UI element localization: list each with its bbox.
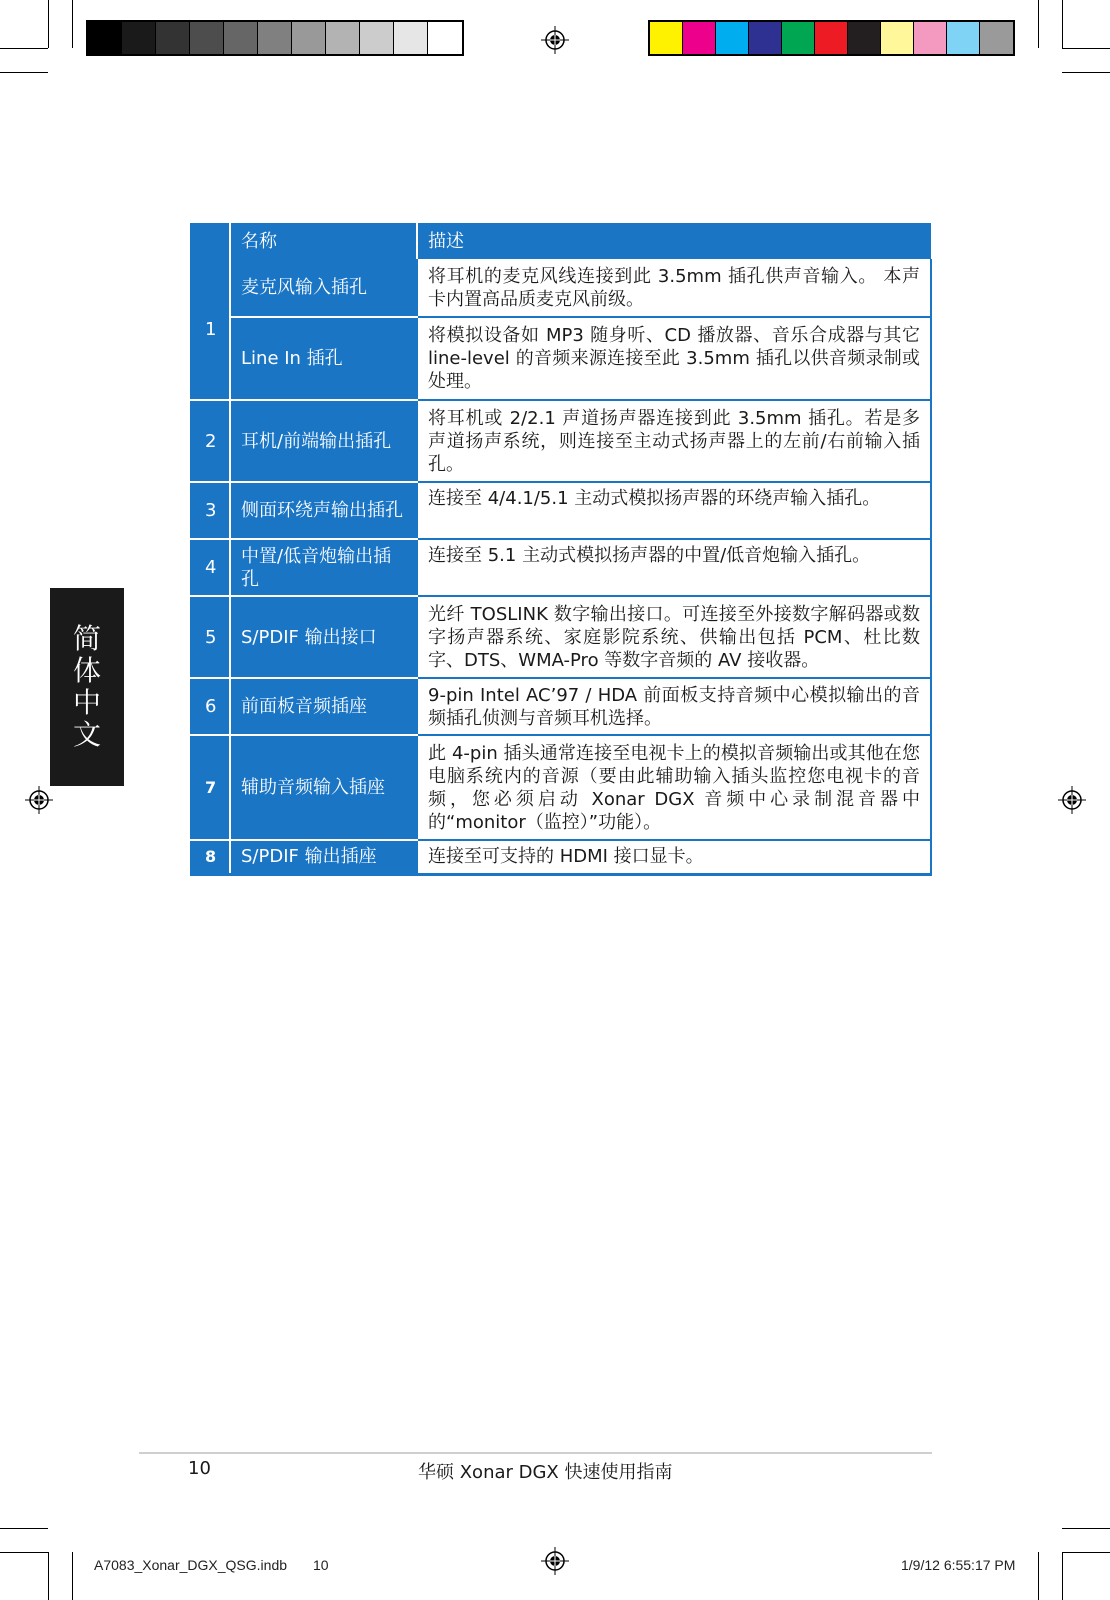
table-row <box>190 317 931 400</box>
header-desc: 描述 <box>417 223 931 259</box>
footer-title: 华硕 Xonar DGX 快速使用指南 <box>418 1462 673 1483</box>
color-swatch <box>947 22 980 54</box>
row-number: 4 <box>190 539 230 596</box>
crop-mark <box>72 0 73 48</box>
row-desc: 9-pin Intel AC’97 / HDA 前面板支持音频中心模拟输出的音频插孔侦测与音频耳机选择。 <box>417 678 931 735</box>
gray-swatch <box>156 22 190 54</box>
gray-swatch <box>394 22 428 54</box>
row-number: 7 <box>190 735 230 840</box>
color-swatch <box>650 22 683 54</box>
table-row <box>190 735 931 840</box>
gray-swatch <box>258 22 292 54</box>
table-header-row <box>190 223 931 259</box>
footer-divider <box>139 1452 932 1454</box>
gray-swatch <box>190 22 224 54</box>
row-name: S/PDIF 输出接口 <box>230 596 417 678</box>
registration-mark-icon <box>541 1547 569 1575</box>
crop-mark <box>0 48 48 49</box>
side-tab-char: 中 <box>72 686 101 719</box>
registration-mark-icon <box>541 26 569 54</box>
color-swatch <box>683 22 716 54</box>
crop-mark <box>0 72 48 73</box>
crop-mark <box>48 0 49 48</box>
row-desc: 将耳机的麦克风线连接到此 3.5mm 插孔供声音输入。 本声卡内置高品质麦克风前级。 <box>417 259 931 317</box>
color-swatch <box>749 22 782 54</box>
row-number: 2 <box>190 400 230 482</box>
jack-spec-table <box>190 223 932 876</box>
slug-page: 10 <box>313 1557 329 1573</box>
slug-filename: A7083_Xonar_DGX_QSG.indb <box>94 1557 288 1573</box>
table-row <box>190 482 931 539</box>
row-name: S/PDIF 输出插座 <box>230 840 417 874</box>
row-name: 前面板音频插座 <box>230 678 417 735</box>
registration-mark-icon <box>1058 786 1086 814</box>
row-number: 6 <box>190 678 230 735</box>
registration-mark-icon <box>25 786 53 814</box>
gray-swatch <box>122 22 156 54</box>
table-row <box>190 539 931 596</box>
crop-mark <box>0 1552 48 1553</box>
slug-datetime: 1/9/12 6:55:17 PM <box>901 1557 1016 1573</box>
row-desc: 光纤 TOSLINK 数字输出接口。可连接至外接数字解码器或数字扬声器系统、家庭影院系统、供输出包括 PCM、杜比数字、DTS、WMA-Pro 等数字音频的 AV 接收器。 <box>417 596 931 678</box>
header-name: 名称 <box>230 223 417 259</box>
row-number: 1 <box>190 259 230 400</box>
color-swatch <box>815 22 848 54</box>
crop-mark <box>1038 1552 1039 1600</box>
gray-swatch <box>88 22 122 54</box>
row-name: 中置/低音炮输出插孔 <box>230 539 417 596</box>
crop-mark <box>1062 0 1063 48</box>
language-side-tab <box>50 588 124 786</box>
color-swatch <box>881 22 914 54</box>
row-name: 耳机/前端输出插孔 <box>230 400 417 482</box>
row-desc: 此 4-pin 插头通常连接至电视卡上的模拟音频输出或其他在您电脑系统内的音源（要由此辅助输入插头监控您电视卡的音频，您必须启动 Xonar DGX 音频中心录制混音器中的“monitor（监控）”功能）。 <box>417 735 931 840</box>
color-swatch <box>848 22 881 54</box>
color-swatch <box>914 22 947 54</box>
crop-mark <box>48 1552 49 1600</box>
crop-mark <box>1062 1552 1063 1600</box>
row-desc: 连接至 5.1 主动式模拟扬声器的中置/低音炮输入插孔。 <box>417 539 931 596</box>
row-desc: 连接至可支持的 HDMI 接口显卡。 <box>417 840 931 874</box>
crop-mark <box>1038 0 1039 48</box>
crop-mark <box>1062 48 1110 49</box>
side-tab-char: 简 <box>72 622 101 655</box>
row-desc: 连接至 4/4.1/5.1 主动式模拟扬声器的环绕声输入插孔。 <box>417 482 931 539</box>
row-number: 5 <box>190 596 230 678</box>
gray-swatch <box>224 22 258 54</box>
crop-mark <box>1062 72 1110 73</box>
row-name: 麦克风输入插孔 <box>230 259 417 317</box>
crop-mark <box>1062 1552 1110 1553</box>
side-tab-char: 文 <box>72 718 101 751</box>
color-swatch <box>716 22 749 54</box>
row-number: 8 <box>190 840 230 874</box>
row-number: 3 <box>190 482 230 539</box>
table-row <box>190 400 931 482</box>
color-calibration-bar <box>648 20 1015 56</box>
row-desc: 将模拟设备如 MP3 随身听、CD 播放器、音乐合成器与其它 line-level 的音频来源连接至此 3.5mm 插孔以供音频录制或处理。 <box>417 317 931 400</box>
table-row <box>190 840 931 874</box>
page-number: 10 <box>188 1458 211 1479</box>
crop-mark <box>72 1552 73 1600</box>
row-name: 侧面环绕声输出插孔 <box>230 482 417 539</box>
gray-swatch <box>360 22 394 54</box>
row-name: 辅助音频输入插座 <box>230 735 417 840</box>
side-tab-char: 体 <box>72 654 101 687</box>
table-row <box>190 259 931 317</box>
header-num-cell <box>190 223 230 259</box>
crop-mark <box>0 1528 48 1529</box>
table-row <box>190 678 931 735</box>
gray-swatch <box>428 22 462 54</box>
color-swatch <box>980 22 1013 54</box>
gray-swatch <box>292 22 326 54</box>
color-swatch <box>782 22 815 54</box>
crop-mark <box>1062 1528 1110 1529</box>
gray-swatch <box>326 22 360 54</box>
grayscale-bar <box>86 20 464 56</box>
table-row <box>190 596 931 678</box>
row-name: Line In 插孔 <box>230 317 417 400</box>
row-desc: 将耳机或 2/2.1 声道扬声器连接到此 3.5mm 插孔。若是多声道扬声系统，则连接至主动式扬声器上的左前/右前输入插孔。 <box>417 400 931 482</box>
